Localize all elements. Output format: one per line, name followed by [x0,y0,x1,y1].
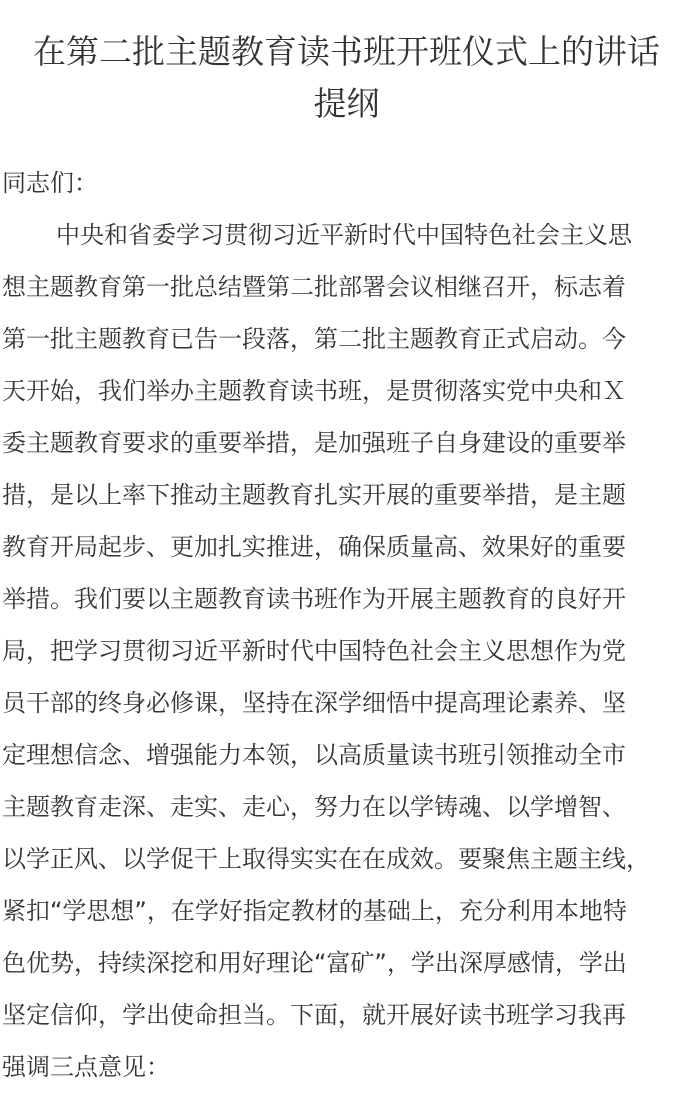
title-line-1: 在第二批主题教育读书班开班仪式上的讲话 [33,32,660,71]
paragraph-line: 紧扣“学思想”，在学好指定教材的基础上，充分利用本地特 [2,897,627,925]
paragraph-line: 中央和省委学习贯彻习近平新时代中国特色社会主义思 [56,221,632,249]
title-line-2: 提纲 [313,84,380,123]
paragraph-line: 想主题教育第一批总结暨第二批部署会议相继召开，标志着 [2,273,626,301]
paragraph-line: 天开始，我们举办主题教育读书班，是贯彻落实党中央和Ｘ [2,377,626,405]
paragraph-line: 员干部的终身必修课，坚持在深学细悟中提高理论素养、坚 [2,689,626,717]
paragraph-line: 主题教育走深、走实、走心，努力在以学铸魂、以学增智、 [2,793,626,821]
paragraph-line: 强调三点意见： [2,1053,170,1081]
paragraph-line: 定理想信念、增强能力本领，以高质量读书班引领推动全市 [2,741,626,769]
paragraph-line: 局，把学习贯彻习近平新时代中国特色社会主义思想作为党 [2,637,626,665]
paragraph-line: 色优势，持续深挖和用好理论“富矿”，学出深厚感情，学出 [2,949,627,977]
paragraph-line: 坚定信仰，学出使命担当。下面，就开展好读书班学习我再 [2,1001,626,1029]
page-title [0,26,693,130]
paragraph-line: 委主题教育要求的重要举措，是加强班子自身建设的重要举 [2,429,626,457]
paragraph-line: 以学正风、以学促干上取得实实在在成效。要聚焦主题主线， [2,845,650,873]
paragraph-line: 教育开局起步、更加扎实推进，确保质量高、效果好的重要 [2,533,626,561]
paragraph-line: 措，是以上率下推动主题教育扎实开展的重要举措，是主题 [2,481,626,509]
paragraph-line: 举措。我们要以主题教育读书班作为开展主题教育的良好开 [2,585,626,613]
greeting: 同志们： [2,169,98,197]
document-body [2,157,693,1093]
paragraph-line: 第一批主题教育已告一段落，第二批主题教育正式启动。今 [2,325,626,353]
